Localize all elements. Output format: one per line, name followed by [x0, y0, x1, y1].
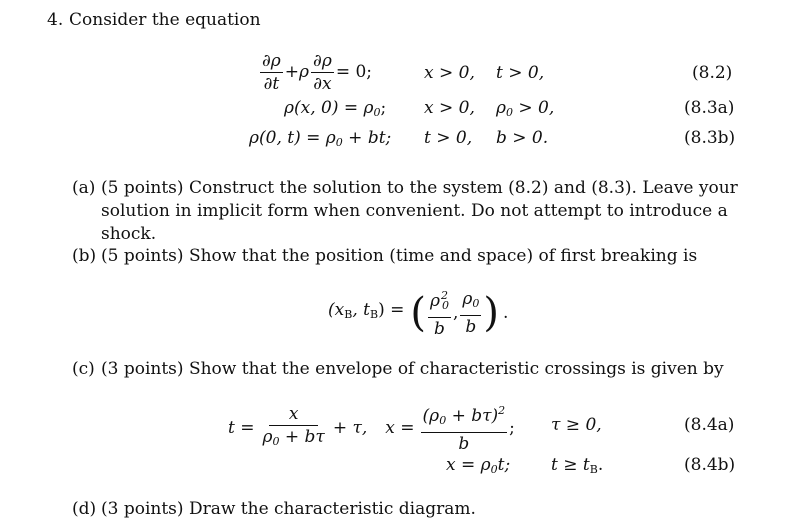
part-a-line-3: shock. — [101, 224, 157, 244]
equation-8-3a-tag: (8.3a) — [684, 98, 735, 118]
part-a-line-1: (5 points) Construct the solution to the system (8.2) and (8.3). Leave your — [101, 178, 738, 198]
fraction-rho0-over-b: $\frac{\rho_0}{b}$ — [462, 288, 480, 337]
equation-8-4b-tag: (8.4b) — [684, 455, 736, 475]
equation-8-3a-cond2: $\rho_0 > 0$, — [496, 98, 555, 119]
equation-8-4b-lhs: $x = \rho_0t$; — [446, 455, 511, 476]
problem-intro: Consider the equation — [69, 10, 261, 30]
part-a-label: (a) — [72, 178, 96, 198]
breaking-point-lhs: ($x_B$, $t_B$) = — [328, 300, 405, 321]
equation-8-4a: t = $\frac{x}{\rho_0 + b\tau}$ + τ, x = $\frac{(\rho_0 + b\tau)^2}{b}$ ; — [228, 403, 515, 454]
breaking-point-formula: ($x_B$, $t_B$) = ( $\frac{\rho^2_0}{b}$ , $\frac{\rho_0}{b}$ ) . — [328, 288, 509, 339]
equation-8-4b-cond: $t \ge t_B$. — [551, 455, 604, 476]
equation-8-3a-cond1: x > 0, — [424, 98, 475, 118]
fraction-drho-dt: $\frac{\partial\rho}{\partial t}$ — [262, 51, 281, 94]
part-a-line-2: solution in implicit form when convenient. Do not attempt to introduce a — [101, 201, 728, 221]
problem-number: 4. — [47, 10, 64, 30]
part-c-text: (3 points) Show that the envelope of characteristic crossings is given by — [101, 359, 724, 379]
fraction-x-over-rho0-plus-btau: $\frac{x}{\rho_0 + b\tau}$ — [262, 403, 325, 448]
fraction-rho0sq-over-b: $\frac{\rho^2_0}{b}$ — [429, 289, 449, 339]
equation-8-4a-cond: τ ≥ 0, — [551, 415, 602, 435]
part-c-label: (c) — [72, 359, 95, 379]
equation-8-3b-cond2: b > 0. — [496, 128, 549, 148]
equation-8-2-cond2: t > 0, — [496, 63, 545, 83]
right-paren: ) — [483, 289, 499, 336]
equation-8-2-tag: (8.2) — [692, 63, 733, 83]
part-d-label: (d) — [72, 499, 97, 519]
equation-8-4a-tag: (8.4a) — [684, 415, 735, 435]
equation-8-3b-cond1: t > 0, — [424, 128, 473, 148]
equation-8-3b-tag: (8.3b) — [684, 128, 736, 148]
part-b-label: (b) — [72, 246, 97, 266]
equation-8-3a-lhs: ρ(x, $0) = \rho_0$; — [284, 98, 387, 119]
equation-8-2-lhs: $\frac{\partial\rho}{\partial t}$ +ρ $\frac{\partial\rho}{\partial x}$ = 0; — [262, 51, 373, 94]
fraction-drho-dx: $\frac{\partial\rho}{\partial x}$ — [313, 51, 332, 94]
equation-8-2-cond1: x > 0, — [424, 63, 475, 83]
equation-8-3b-lhs: ρ(0, $t) = \rho_0$ + bt; — [249, 128, 392, 149]
part-b-text: (5 points) Show that the position (time and space) of first breaking is — [101, 246, 698, 266]
left-paren: ( — [410, 289, 426, 336]
fraction-rho0-plus-btau-sq-over-b: $\frac{(\rho_0 + b\tau)^2}{b}$ — [422, 404, 506, 454]
part-d-text: (3 points) Draw the characteristic diagram. — [101, 499, 476, 519]
